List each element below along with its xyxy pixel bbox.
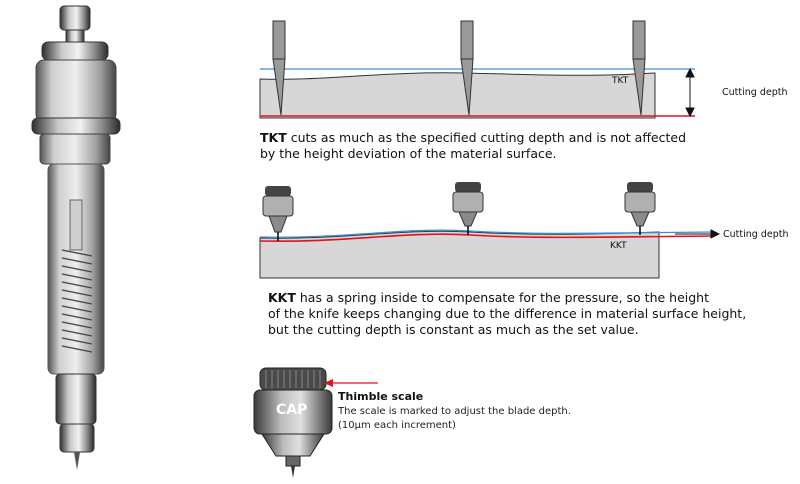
kkt-cutting-depth-label: Cutting depth [723,229,789,240]
kkt-knife-2 [453,182,483,235]
tkt-label: TKT [612,76,629,86]
kkt-material [260,231,659,278]
kkt-caption-line3: but the cutting depth is constant as much as the set value. [268,322,639,337]
tkt-depth-arrow [686,69,694,116]
holder-bottom-cap [60,424,94,452]
thimble-desc [338,405,571,433]
kkt-knife-3 [625,182,655,235]
holder-top-ring [42,42,108,60]
thimble-knurl [260,368,326,390]
thimble-desc-line2: (10μm each increment) [338,420,456,431]
knife-holder-illustration [0,0,150,484]
holder-upper-body [36,60,116,122]
thimble-pointer-arrow [320,376,380,390]
thimble-cap-label: CAP [276,402,308,418]
tkt-caption-bold: TKT [260,130,287,145]
tkt-cutting-depth-label: Cutting depth [722,87,788,98]
holder-neck [66,30,84,42]
holder-band [32,118,120,134]
holder-mid-body [40,134,110,164]
kkt-caption-line1: has a spring inside to compensate for the pressure, so the height [295,290,710,305]
tkt-diagram [255,15,800,120]
kkt-caption-line2: of the knife keeps changing due to the difference in material surface height, [268,306,747,321]
tkt-caption [260,130,700,162]
kkt-caption-bold: KKT [268,290,296,305]
thimble-title: Thimble scale [338,390,424,403]
kkt-label: KKT [610,241,627,251]
thimble-desc-line1: The scale is marked to adjust the blade depth. [338,406,571,417]
tkt-caption-line2: by the height deviation of the material surface. [260,146,557,161]
holder-lower-body [56,374,96,424]
holder-blade-tip [74,452,80,470]
tkt-caption-line1: cuts as much as the specified cutting depth and is not affected [286,130,687,145]
holder-inner-rod [70,200,82,250]
kkt-caption [268,290,748,338]
kkt-knife-1 [263,186,293,241]
holder-knob [60,6,90,30]
thimble-taper [262,434,324,456]
thimble-tip [286,456,300,466]
kkt-diagram [255,180,800,285]
tkt-material [260,73,655,118]
thimble-blade [291,466,295,478]
